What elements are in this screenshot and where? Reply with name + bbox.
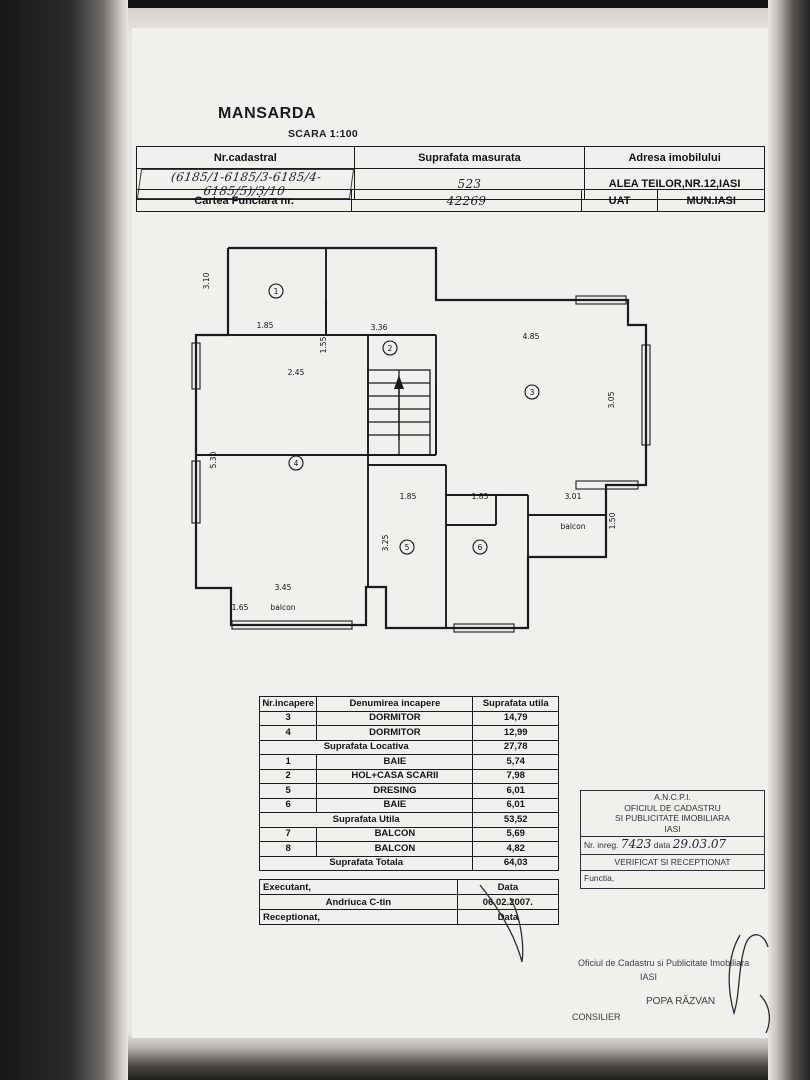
table-header-row [260,697,559,712]
cell-name: BAIE [317,755,473,770]
svg-text:4: 4 [293,459,299,468]
cell-area: 6,01 [473,798,559,813]
receptionat-data-label: Data [457,910,558,925]
room-schedule-table [259,696,559,871]
svg-text:1: 1 [273,287,279,296]
table-summary-row [260,740,559,755]
scale-label: SCARA 1:100 [288,128,359,140]
svg-text:1.85: 1.85 [256,321,274,330]
table-row [260,827,559,842]
stamp-line-publicity: SI PUBLICITATE IMOBILIARA [615,813,730,823]
cell-summary-area: 53,52 [473,813,559,828]
stamp-line-city: IASI [664,823,681,834]
value-city: MUN.IASI [658,190,765,212]
table-summary-row [260,813,559,828]
stamp-verified-text: VERIFICAT SI RECEPTIONAT [614,857,731,867]
cell-area: 5,69 [473,827,559,842]
stamp-date-value: 29.03.07 [672,837,727,851]
receptionat-row [260,910,559,925]
table-row [260,769,559,784]
svg-text:6: 6 [477,543,483,552]
table-row [260,798,559,813]
cell-summary-area: 64,03 [473,856,559,871]
stamp-functia-label: Functia, [584,872,615,883]
svg-text:1.55: 1.55 [319,336,328,354]
svg-text:1.65: 1.65 [231,603,249,612]
cell-area: 4,82 [473,842,559,857]
svg-text:3: 3 [529,388,535,397]
floor-plan-drawing [136,225,766,645]
cell-number: 1 [260,755,317,770]
executant-name-row [260,895,559,910]
label-uat: UAT [581,190,658,212]
stamp-registration-row [581,839,764,852]
stamp-divider-3 [581,870,764,871]
cell-area: 5,74 [473,755,559,770]
scan-shadow-left [0,0,128,1080]
data-value: 06.02.2007. [457,895,558,910]
footer-role: CONSILIER [572,1012,621,1022]
cell-number: 8 [260,842,317,857]
cell-area: 14,79 [473,711,559,726]
svg-text:1.85: 1.85 [399,492,417,501]
scan-shadow-top [128,0,768,8]
stamp-date-label: data [653,840,671,850]
executant-row [260,880,559,895]
cell-area: 12,99 [473,726,559,741]
page-title: MANSARDA [218,105,317,122]
cell-name: DRESING [317,784,473,799]
svg-text:3.01: 3.01 [564,492,582,501]
footer-office-line1: Oficiul de Cadastru si Publicitate Imobiliara [578,958,750,968]
svg-text:2.45: 2.45 [287,368,305,377]
stamp-line-ancpi: A.N.C.P.I. [654,792,691,802]
cell-name: BALCON [317,827,473,842]
column-header-number: Nr.incapere [260,697,317,712]
land-book-table [136,189,765,212]
cell-summary-label: Suprafata Locativa [260,740,473,755]
table-row [260,842,559,857]
label-measured-area: Suprafata masurata [354,147,585,169]
scan-shadow-right [768,0,810,1080]
column-header-name: Denumirea incapere [317,697,473,712]
stamp-line-office: OFICIUL DE CADASTRU [624,802,721,813]
column-header-area: Suprafata utila [473,697,559,712]
value-cadastral-number: (6185/1-6185/3-6185/4-6185/5)/3/10 [137,169,355,200]
stamp-divider-2 [581,854,764,855]
svg-text:3.45: 3.45 [274,583,292,592]
footer-office-line2: IASI [640,972,658,982]
svg-text:5.30: 5.30 [209,451,218,469]
svg-text:4.85: 4.85 [522,332,540,341]
cell-number: 2 [260,769,317,784]
official-stamp [580,790,765,889]
footer-person-name: POPA RĂZVAN [646,996,716,1007]
svg-text:1.50: 1.50 [608,512,617,530]
data-label: Data [457,880,558,895]
svg-text:3.36: 3.36 [370,323,388,332]
stamp-inreg-label: Nr. inreg. [584,840,619,850]
signature-block-table [259,879,559,925]
svg-text:balcon: balcon [270,603,296,612]
cell-number: 3 [260,711,317,726]
cell-number: 6 [260,798,317,813]
value-measured-area: 523 [354,169,585,200]
cell-area: 7,98 [473,769,559,784]
svg-text:balcon: balcon [560,522,586,531]
executant-label: Executant, [260,880,458,895]
receptionat-label: Receptionat, [260,910,458,925]
cell-name: DORMITOR [317,711,473,726]
scan-shadow-bottom [128,1034,768,1080]
label-cadastral-number: Nr.cadastral [137,147,355,169]
executant-name: Andriuca C-tin [260,895,458,910]
cell-number: 7 [260,827,317,842]
cell-area: 6,01 [473,784,559,799]
cell-number: 5 [260,784,317,799]
table-row [260,784,559,799]
cell-number: 4 [260,726,317,741]
cell-summary-label: Suprafata Totala [260,856,473,871]
svg-text:2: 2 [387,344,393,353]
land-book-row [137,190,765,212]
svg-text:3.10: 3.10 [202,272,211,290]
value-land-book: 42269 [352,190,581,212]
cell-summary-label: Suprafata Utila [260,813,473,828]
table-row [260,726,559,741]
svg-text:5: 5 [404,543,410,552]
table-row [260,755,559,770]
label-property-address: Adresa imobilului [585,147,765,169]
cell-name: BAIE [317,798,473,813]
cell-name: BALCON [317,842,473,857]
table-row [260,711,559,726]
value-property-address: ALEA TEILOR,NR.12,IASI [585,169,765,200]
svg-text:3.25: 3.25 [381,534,390,552]
cell-name: DORMITOR [317,726,473,741]
svg-text:1.85: 1.85 [471,492,489,501]
table-summary-row [260,856,559,871]
cell-name: HOL+CASA SCARII [317,769,473,784]
stamp-inreg-value: 7423 [620,837,652,851]
header-table-row-labels [137,147,765,169]
cell-summary-area: 27,78 [473,740,559,755]
svg-text:3.05: 3.05 [607,391,616,409]
label-land-book: Cartea Funciara nr. [137,190,352,212]
